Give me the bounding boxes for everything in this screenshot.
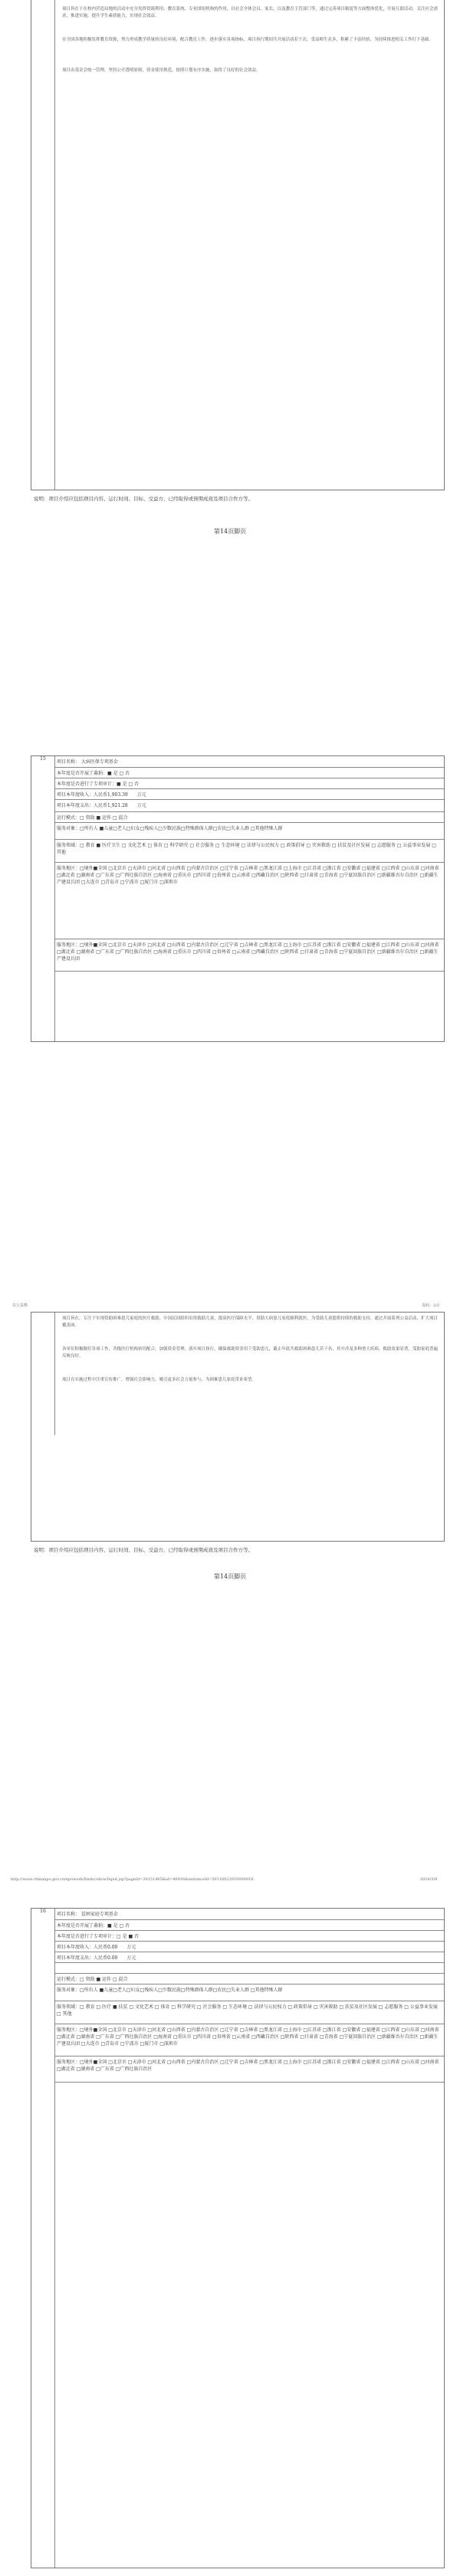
page3-url-line: http://www.chinanpo.gov.cn/npowork/llwmc/showInput.jsp?pageId=20151465&id=40916&instanceId=50116022910000016. <box>11 1877 255 1882</box>
project-16-audit: 本年度是否进行了专项审计：□ 是 ■ 否 <box>54 1930 444 1941</box>
page3-url-date: 2016/3/9 <box>420 1877 438 1882</box>
project-16-mode: 运行模式：□ 资助 ■ 运作 □ 混合 <box>54 1973 444 1984</box>
page2-header-left: 以公益格 <box>12 1303 28 1308</box>
page1-footnote: 说明：项目介绍应包括项目内容、运行时间、目标、受益方、已经取得或预期成效及项目合作方等。 <box>34 496 253 502</box>
project-15-mode: 运行模式：□ 资助 ■ 运作 □ 混合 <box>54 811 444 822</box>
project-15-region-2: 服务地区：□境外■全国 □北京市 □天津市 □河北省 □山西省 □内蒙古自治区 □辽宁省 □吉林省 □黑龙江省 □上海市 □江苏省 □浙江省 □安徽省 □福建省 □江西省 □山东省 □河南省 □湖北省 □湖南省 □广东省 □广西壮族自治区 □海南省 □重庆市 □四川省 □贵州省 □云南省 □西藏自治区 □陕西省 □甘肃省 □青海省 □宁夏回族自治区 □新疆维吾尔自治区 □新疆生产建设兵团 <box>54 939 444 971</box>
project-15-name: 项目名称： 大病医保专项基金 <box>57 759 118 765</box>
project-15-id: 15 <box>31 756 55 1041</box>
page1-paragraph-3: 项目由基金会统一管理，坚持公开透明原则，资金使用规范，按照计划有序实施，取得了良好的社会效益。 <box>62 68 261 73</box>
page1-paragraph-1: 项目旨在于在校内营造局地的活动中充分发挥资源利用、教育系统、专业团组机构的作用，以社会全体会员、家长，以及教育主管部门等，通过完善项目制度等方面整体优化，开展互助活动，关注社会需求，推进实施，提升学生素质能力，实现社会效益。 <box>62 7 438 18</box>
project-16-table <box>31 1908 445 2568</box>
page2-header-right: 页码：2/2 <box>422 1303 440 1308</box>
project-15-target: 服务对象：□所有人 ■儿童□老人□妇女□残疾人□少数民族□特殊群体人群□农民□失业人群 □其他特殊人群 <box>54 822 444 839</box>
project-16-region-2: 服务地区：□境外■全国 □北京市 □天津市 □河北省 □山西省 □内蒙古自治区 □辽宁省 □吉林省 □黑龙江省 □上海市 □江苏省 □浙江省 □安徽省 □福建省 □江西省 □山东省 □河南省 □湖北省 □湖南省 □广东省 □广西壮族自治区 <box>54 2056 444 2082</box>
project-15-blank-area <box>54 971 444 1043</box>
page1-table-frame <box>31 0 445 490</box>
project-16-fundraising: 本年度是否开展了募捐：■ 是 □ 否 <box>54 1919 444 1930</box>
project-16-blank-row <box>54 1962 444 1973</box>
page2-paragraph-3: 项目在实施过程中注重宣传推广，增强社会影响力，吸引更多社会力量参与，为困难患儿家庭带来希望。 <box>62 1378 257 1382</box>
project-15-field: 服务领域：□ 教育 ■ 医疗卫生 □ 文化艺术 □ 体育 □ 科学研究 □ 社会服务 □ 生态环境 □ 法律与公民权力 □ 政策倡导 □ 灾害救助 □ 扶贫及社区发展 □ 志愿服务 □ 公益事业发展 □ 其他 <box>54 839 444 862</box>
project-16-id: 16 <box>31 1909 55 2568</box>
project-15-expense: 项目本年度支出：人民币1,921.28 万元 <box>54 799 444 810</box>
project-15-region: 服务地区：□境外■全国 □北京市 □天津市 □河北省 □山西省 □内蒙古自治区 □辽宁省 □吉林省 □黑龙江省 □上海市 □江苏省 □浙江省 □安徽省 □福建省 □江西省 □山东省 □河南省 □湖北省 □湖南省 □广东省 □广西壮族自治区 □海南省 □重庆市 □四川省 □贵州省 □云南省 □西藏自治区 □陕西省 □甘肃省 □青海省 □宁夏回族自治区 □新疆维吾尔自治区 □新疆生产建设兵团 □大连市 □青岛市 □宁波市 □厦门市 □深圳市 <box>54 862 444 894</box>
project-16-name: 项目名称： 贫困家庭专项基金 <box>57 1912 118 1917</box>
page2-paragraph-2: 各单位积极做好各项工作，各级医疗机构密切配合，加强资金管理，落实项目执行，确保救助资金用于受助患儿，截止年底共救助困难患儿若干名，其中涉及多种重大疾病，救助效果显著，受助家庭普遍反映良好。 <box>62 1347 438 1358</box>
project-15-income: 项目本年度收入：人民币1,903.39 万元 <box>54 788 444 799</box>
page2-page-number: 第14页脚页 <box>213 1573 247 1580</box>
page2-id-column <box>31 1313 55 1435</box>
project-16-expense: 项目本年度支出：人民币0.00 万元 <box>54 1952 444 1962</box>
project-15-fundraising: 本年度是否开展了募捐：■ 是 □ 否 <box>54 767 444 778</box>
page1-page-number: 第14页脚页 <box>213 528 247 535</box>
project-16-target: 服务对象：□所有人 ■儿童□老人□妇女□残疾人□少数民族□特殊群体人群□农民□失业人群 □其他特殊人群 <box>54 1984 444 2001</box>
project-16-field: 服务领域：□ 教育 □ 医疗 ■ 扶贫 □ 文化艺术 □ 体育 □ 科学研究 □ 社会服务 □ 生态环境 □ 法律与公民权力 □ 政策倡导 □ 灾害救助 □ 扶贫及社区发展 □ 志愿服务 □ 公益事业发展 □ 其他 <box>54 2001 444 2024</box>
page2-paragraph-1: 项目旨在，专注于实现资助困难患儿家庭的医疗救助，中国民间组织出资救助儿童，提高医疗保障水平，资助大病患儿家庭顺利就医，为受助儿童提供持续的救助支持，通过开展系列公益活动，扩大项目覆盖面。 <box>62 1316 438 1328</box>
project-16-region: 服务地区：□境外■全国 □北京市 □天津市 □河北省 □山西省 □内蒙古自治区 □辽宁省 □吉林省 □黑龙江省 □上海市 □江苏省 □浙江省 □安徽省 □福建省 □江西省 □山东省 □河南省 □湖北省 □湖南省 □广东省 □广西壮族自治区 □海南省 □重庆市 □四川省 □贵州省 □云南省 □西藏自治区 □陕西省 □甘肃省 □青海省 □宁夏回族自治区 □新疆维吾尔自治区 □新疆生产建设兵团 □大连市 □青岛市 □宁波市 □厦门市 □深圳市 <box>54 2024 444 2056</box>
project-15-table <box>31 755 445 1042</box>
project-16-blank-area <box>54 2082 444 2569</box>
project-16-income: 项目本年度收入：人民币0.00 万元 <box>54 1941 444 1952</box>
page2-footnote: 说明：项目介绍应包括项目内容、运行时间、目标、受益方、已经取得或预期成效及项目合作方等。 <box>34 1547 253 1553</box>
project-15-audit: 本年度是否进行了专项审计：■ 是 □ 否 <box>54 778 444 788</box>
page1-paragraph-2: 在全国各地积极发挥教育资源，努力形成教学质量的良好环境，配合教育工作，逐步落实各项指标，项目执行期间共开展活动若干次，受益师生众多，积累了丰富经验，为持续推进相关工作打下基础。 <box>62 38 434 42</box>
page2-table-frame <box>31 1312 445 1542</box>
page1-id-column <box>31 0 55 490</box>
